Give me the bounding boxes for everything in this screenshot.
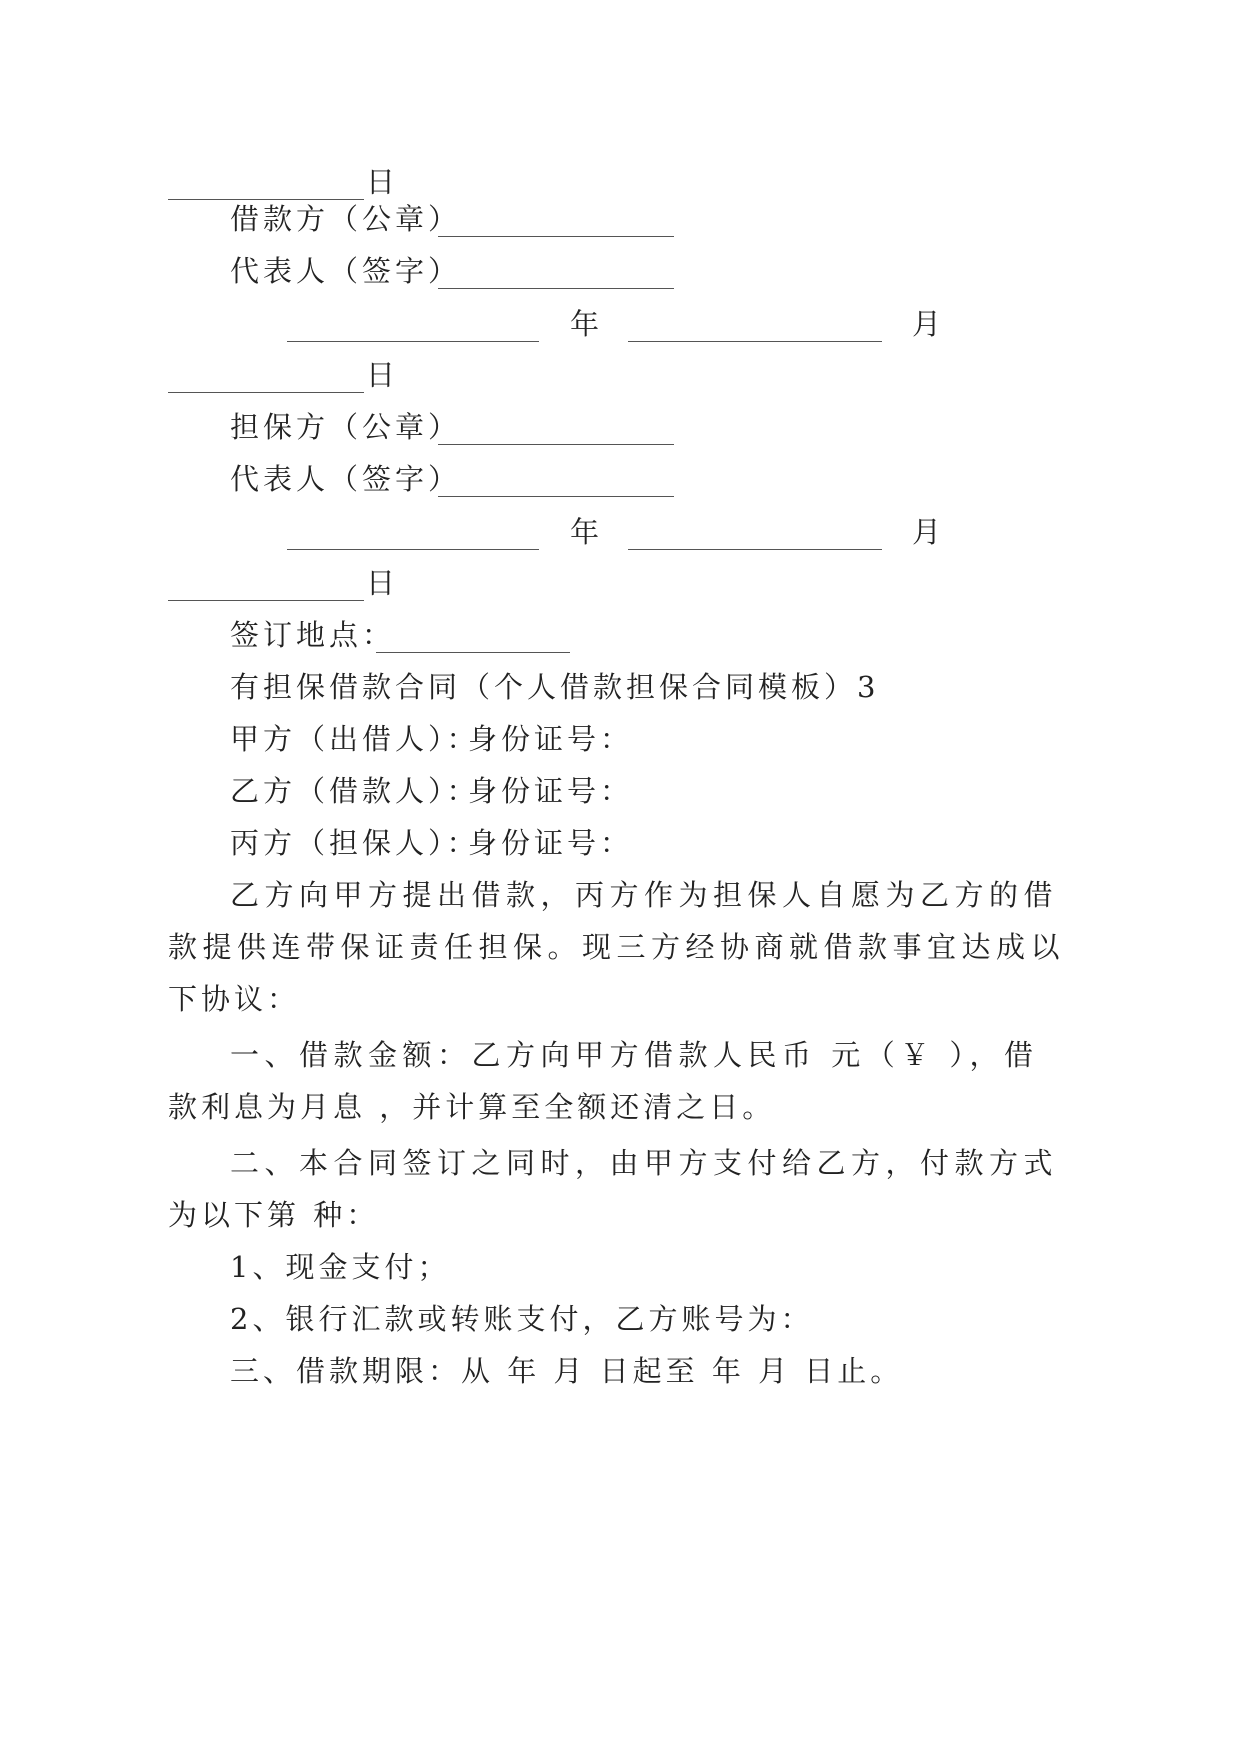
contract-title-line xyxy=(0,665,1241,709)
sign-place-label: 签订地点： xyxy=(230,618,396,652)
intro-line-3: 下协议： xyxy=(168,982,301,1016)
blank-underline xyxy=(438,414,674,445)
clause-2-line-1: 二、本合同签订之同时，由甲方支付给乙方，付款方式 xyxy=(230,1146,1059,1180)
party-c-label: 丙方（担保人）： xyxy=(230,826,480,860)
party-b-line xyxy=(0,769,1241,813)
year-label: 年 xyxy=(570,307,604,341)
sign-place-line xyxy=(0,613,1241,657)
blank-underline xyxy=(438,258,674,289)
day-label: 日 xyxy=(366,165,400,199)
party-b-label: 乙方（借款人）： xyxy=(230,774,480,808)
clause-1-line-1: 一、借款金额：乙方向甲方借款人民币 元（￥ ），借 xyxy=(230,1038,1039,1072)
borrower-seal-line xyxy=(0,197,1241,241)
rep-sign-line-1 xyxy=(0,249,1241,293)
party-a-id-label: 身份证号： xyxy=(468,722,634,756)
blank-underline xyxy=(376,622,570,653)
guarantor-seal-line xyxy=(0,405,1241,449)
month-label: 月 xyxy=(912,307,946,341)
party-a-line xyxy=(0,717,1241,761)
clause-2-line-2: 为以下第 种： xyxy=(168,1198,380,1232)
blank-underline xyxy=(168,570,364,601)
intro-line-1: 乙方向甲方提出借款，丙方作为担保人自愿为乙方的借 xyxy=(230,878,1059,912)
clause-1-line-2: 款利息为月息 ，并计算至全额还清之日。 xyxy=(168,1090,776,1124)
blank-underline xyxy=(168,169,364,200)
clause-2-item-2-text: 2、银行汇款或转账支付，乙方账号为： xyxy=(230,1302,814,1336)
party-c-id-label: 身份证号： xyxy=(468,826,634,860)
rep-sign-label: 代表人（签字） xyxy=(230,254,462,288)
clause-2-item-1 xyxy=(0,1245,1241,1289)
blank-underline xyxy=(168,362,364,393)
year-month-line-1 xyxy=(0,302,1241,346)
day-label: 日 xyxy=(366,566,400,600)
clause-3-line-1: 三、借款期限：从 年 月 日起至 年 月 日止。 xyxy=(230,1354,904,1388)
rep-sign-line-2 xyxy=(0,457,1241,501)
guarantor-seal-label: 担保方（公章） xyxy=(230,410,462,444)
blank-underline xyxy=(438,466,674,497)
intro-paragraph-end xyxy=(0,977,1241,1021)
borrower-seal-label: 借款方（公章） xyxy=(230,202,462,236)
year-label: 年 xyxy=(570,515,604,549)
party-a-label: 甲方（出借人）： xyxy=(230,722,480,756)
date-day-line-3 xyxy=(0,561,1241,605)
contract-title: 有担保借款合同（个人借款担保合同模板）3 xyxy=(230,670,880,704)
rep-sign-label: 代表人（签字） xyxy=(230,462,462,496)
clause-1-cont xyxy=(0,1085,1241,1129)
clause-2 xyxy=(0,1141,1241,1185)
year-month-line-2 xyxy=(0,510,1241,554)
intro-paragraph xyxy=(0,873,1241,917)
party-c-line xyxy=(0,821,1241,865)
intro-paragraph-cont xyxy=(0,925,1241,969)
day-label: 日 xyxy=(366,358,400,392)
blank-underline xyxy=(287,519,539,550)
intro-line-2: 款提供连带保证责任担保。现三方经协商就借款事宜达成以 xyxy=(168,930,1066,964)
month-label: 月 xyxy=(912,515,946,549)
blank-underline xyxy=(628,311,882,342)
clause-2-item-2 xyxy=(0,1297,1241,1341)
blank-underline xyxy=(438,206,674,237)
blank-underline xyxy=(287,311,539,342)
clause-2-item-1-text: 1、现金支付； xyxy=(230,1250,451,1284)
party-b-id-label: 身份证号： xyxy=(468,774,634,808)
clause-2-cont xyxy=(0,1193,1241,1237)
date-day-line-2 xyxy=(0,353,1241,397)
clause-3 xyxy=(0,1349,1241,1393)
clause-1 xyxy=(0,1033,1241,1077)
blank-underline xyxy=(628,519,882,550)
